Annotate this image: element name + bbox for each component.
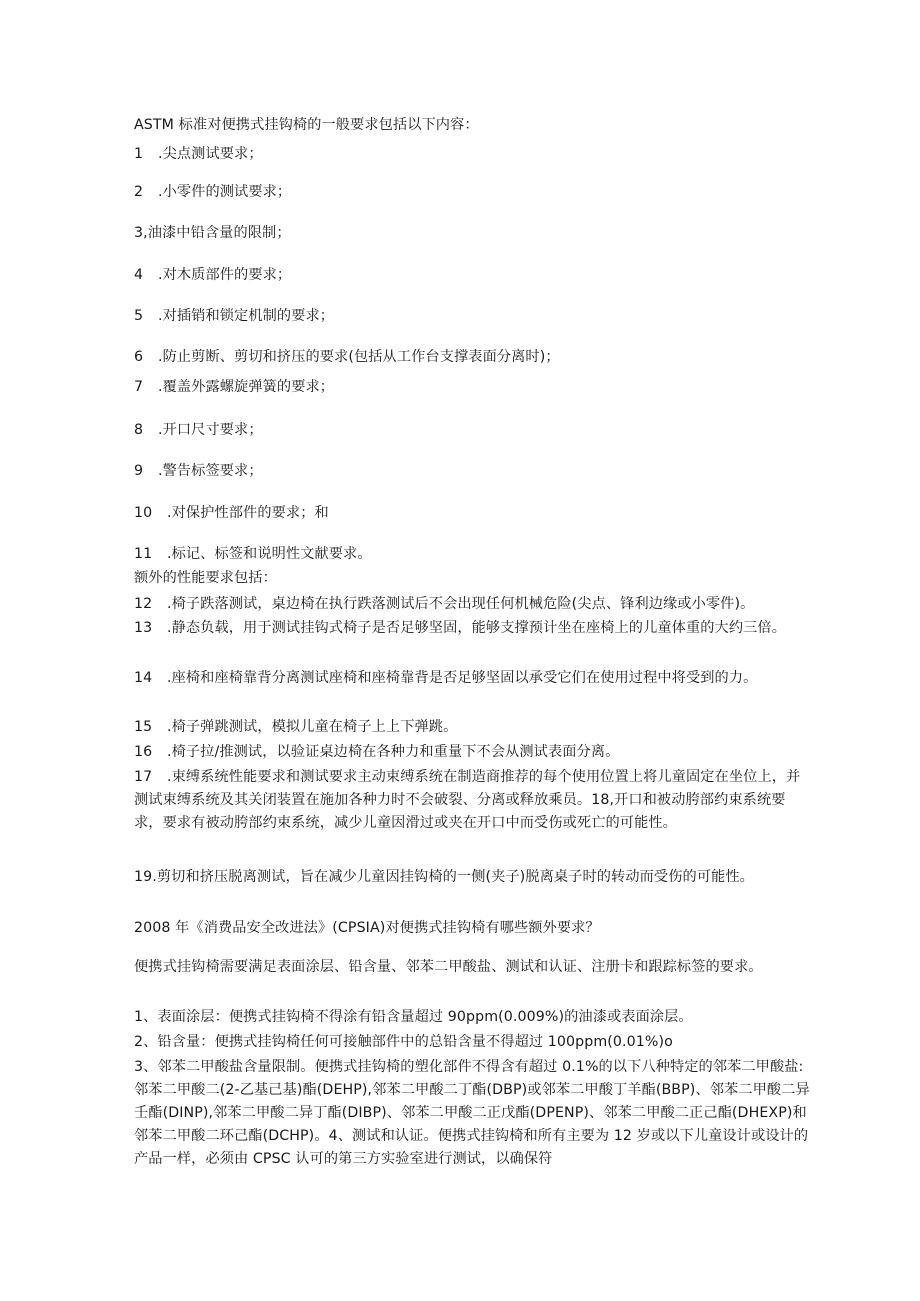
list-item: 7 .覆盖外露螺旋弹簧的要求；: [134, 379, 335, 395]
list-item: 15 .椅子弹跳测试，模拟儿童在椅子上上下弹跳。: [134, 719, 458, 735]
list-item: 14 .座椅和座椅靠背分离测试座椅和座椅靠背是否足够坚固以承受它们在使用过程中将受到的力。: [134, 670, 758, 686]
answer-intro: 便携式挂钩椅需要满足表面涂层、铅含量、邻苯二甲酸盐、测试和认证、注册卡和跟踪标签的要求。: [134, 959, 763, 975]
list-item: 8 .开口尺寸要求；: [134, 422, 263, 438]
list-item: 2 .小零件的测试要求；: [134, 184, 292, 200]
list-item: 4 .对木质部件的要求；: [134, 267, 292, 283]
intro-line: ASTM 标准对便携式挂钩椅的一般要求包括以下内容：: [134, 117, 479, 133]
answer-item: 3、邻苯二甲酸盐含量限制。便携式挂钩椅的塑化部件不得含有超过 0.1%的以下八种特定的邻苯二甲酸盐:邻苯二甲酸二(2-乙基己基)酯(DEHP),邻苯二甲酸二丁酯(DBP)或邻苯二甲酸丁羊酯(BBP)、邻苯二甲酸二异壬酯(DINP),邻苯二甲酸二异丁酯(DIBP)、邻苯二甲酸二正戊酯(DPENP)、邻苯二甲酸二正己酯(DHEXP)和邻苯二甲酸二环己酯(DCHP)。4、测试和认证。便携式挂钩椅和所有主要为 12 岁或以下儿童设计或设计的产品一样，必须由 CPSC 认可的第三方实验室进行测试，以确保符: [134, 1059, 810, 1167]
question-line: 2008 年《消费品安全改进法》(CPSIA)对便携式挂钩椅有哪些额外要求？: [134, 920, 600, 936]
list-item: 11 .标记、标签和说明性文献要求。: [134, 546, 372, 562]
list-item: 19.剪切和挤压脱离测试，旨在减少儿童因挂钩椅的一侧(夹子)脱离桌子时的转动而受伤的可能性。: [134, 869, 754, 885]
answer-item: 1、表面涂层：便携式挂钩椅不得涂有铅含量超过 90ppm(0.009%)的油漆或表面涂层。: [134, 1009, 693, 1025]
section-heading: 额外的性能要求包括：: [134, 570, 277, 586]
list-item: 3,油漆中铅含量的限制；: [134, 225, 291, 241]
list-item: 16 .椅子拉/推测试，以验证桌边椅在各种力和重量下不会从测试表面分离。: [134, 744, 620, 760]
list-item: 9 .警告标签要求；: [134, 463, 263, 479]
list-item: 10 .对保护性部件的要求；和: [134, 505, 329, 521]
answer-item: 2、铅含量：便携式挂钩椅任何可接触部件中的总铅含量不得超过 100ppm(0.01%)o: [134, 1034, 673, 1050]
list-item: 5 .对插销和锁定机制的要求；: [134, 308, 335, 324]
list-item: 12 .椅子跌落测试，桌边椅在执行跌落测试后不会出现任何机械危险(尖点、锋利边缘或小零件)。: [134, 596, 755, 612]
list-item: 13 .静态负载，用于测试挂钩式椅子是否足够坚固，能够支撑预计坐在座椅上的儿童体重的大约三倍。: [134, 620, 786, 636]
list-item: 1 .尖点测试要求；: [134, 146, 263, 162]
list-item: 17 .束缚系统性能要求和测试要求主动束缚系统在制造商推荐的每个使用位置上将儿童固定在坐位上，并测试束缚系统及其关闭装置在施加各种力时不会破裂、分离或释放乘员。18,开口和被动胯部约束系统要求，要求有被动胯部约束系统，减少儿童因滑过或夹在开口中而受伤或死亡的可能性。: [134, 769, 801, 831]
list-item: 6 .防止剪断、剪切和挤压的要求(包括从工作台支撑表面分离时)；: [134, 349, 560, 365]
